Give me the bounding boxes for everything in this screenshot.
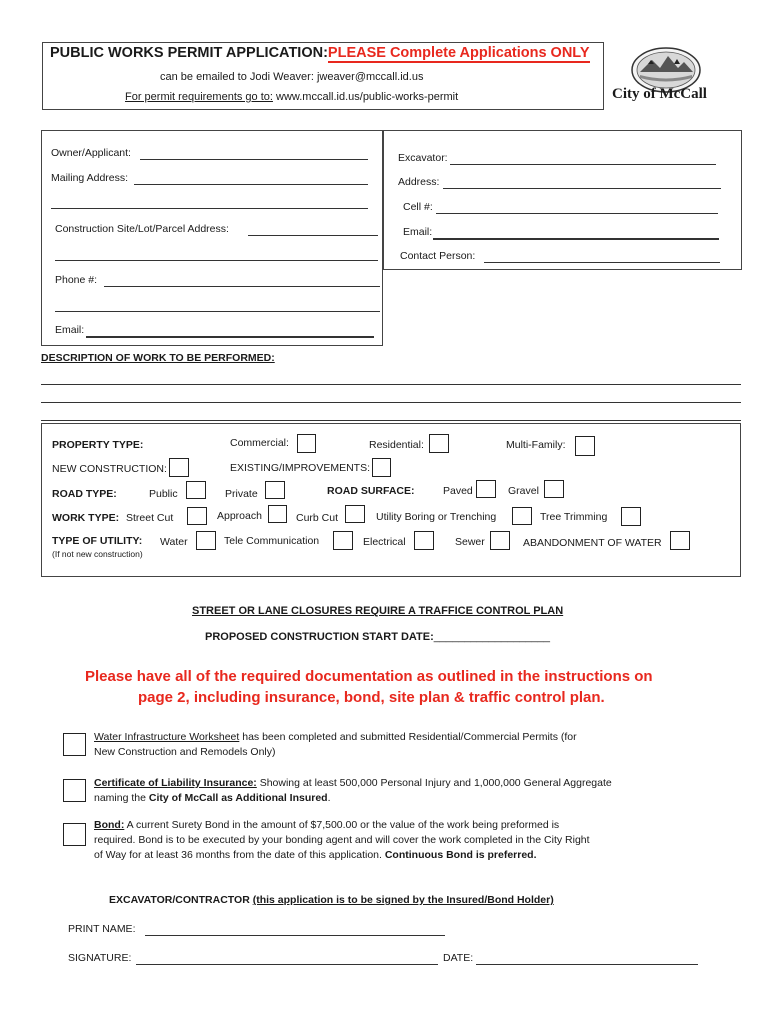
owner-applicant-label: Owner/Applicant: xyxy=(51,147,131,159)
electrical-label: Electrical xyxy=(363,536,406,548)
commercial-label: Commercial: xyxy=(230,437,289,449)
start-date-row xyxy=(205,631,550,643)
bond-text-3a: of Way for at least 36 months from the date of this application. xyxy=(94,849,385,861)
electrical-checkbox[interactable] xyxy=(414,531,434,550)
requirements-url[interactable]: www.mccall.id.us/public-works-permit xyxy=(276,91,459,103)
existing-improvements-label: EXISTING/IMPROVEMENTS: xyxy=(230,462,371,474)
construction-site-label: Construction Site/Lot/Parcel Address: xyxy=(55,223,229,235)
gravel-label: Gravel xyxy=(508,485,539,497)
tele-communication-label: Tele Communication xyxy=(224,535,320,547)
commercial-checkbox[interactable] xyxy=(297,434,316,453)
excavator-address-field[interactable] xyxy=(443,176,721,189)
street-cut-checkbox[interactable] xyxy=(187,507,207,525)
excavator-contractor-heading xyxy=(109,894,554,906)
owner-applicant-field[interactable] xyxy=(140,147,368,160)
traffic-control-note: STREET OR LANE CLOSURES REQUIRE A TRAFFICE CONTROL PLAN xyxy=(192,605,564,617)
sewer-checkbox[interactable] xyxy=(490,531,510,550)
bond-text-2: required. Bond is to be executed by your bonding agent and will cover the work completed in the City Right xyxy=(94,834,590,846)
phone-field-2[interactable] xyxy=(55,299,380,312)
not-new-construction-note: (If not new construction) xyxy=(52,549,143,559)
requirements-line xyxy=(125,91,458,103)
excavator-contractor-note: (this application is to be signed by the Insured/Bond Holder) xyxy=(252,894,554,906)
requirements-label: For permit requirements go to: xyxy=(125,91,273,103)
excavator-field[interactable] xyxy=(450,152,716,165)
owner-email-field[interactable] xyxy=(86,324,374,338)
mailing-address-field-2[interactable] xyxy=(51,196,368,209)
water-worksheet-checkbox[interactable] xyxy=(63,733,86,756)
water-worksheet-item xyxy=(94,730,714,760)
road-type-label: ROAD TYPE: xyxy=(52,488,117,500)
contact-person-label: Contact Person: xyxy=(400,250,476,262)
new-construction-checkbox[interactable] xyxy=(169,458,189,477)
excavator-box xyxy=(383,130,742,270)
insurance-checkbox[interactable] xyxy=(63,779,86,802)
approach-checkbox[interactable] xyxy=(268,505,287,523)
insurance-text-1: Showing at least 500,000 Personal Injury and 1,000,000 General Aggregate xyxy=(256,777,612,789)
signature-field[interactable] xyxy=(136,952,438,965)
multifamily-checkbox[interactable] xyxy=(575,436,595,456)
mailing-address-label: Mailing Address: xyxy=(51,172,129,184)
form-title xyxy=(50,45,590,61)
tele-communication-checkbox[interactable] xyxy=(333,531,353,550)
curb-cut-label: Curb Cut xyxy=(296,512,339,524)
water-label: Water xyxy=(160,536,188,548)
water-checkbox[interactable] xyxy=(196,531,216,550)
cell-label: Cell #: xyxy=(403,201,433,213)
tree-trimming-checkbox[interactable] xyxy=(621,507,641,526)
sewer-label: Sewer xyxy=(455,536,485,548)
multifamily-label: Multi-Family: xyxy=(506,439,566,451)
paved-label: Paved xyxy=(443,485,473,497)
form-title-text: PUBLIC WORKS PERMIT APPLICATION: xyxy=(50,45,328,61)
bond-checkbox[interactable] xyxy=(63,823,86,846)
bond-text-1: A current Surety Bond in the amount of $7,500.00 or the value of the work being preformed is xyxy=(124,819,560,831)
abandonment-checkbox[interactable] xyxy=(670,531,690,550)
gravel-checkbox[interactable] xyxy=(544,480,564,498)
start-date-field[interactable]: ___________________ xyxy=(433,631,551,643)
documentation-notice-line2: page 2, including insurance, bond, site plan & traffic control plan. xyxy=(138,689,605,706)
description-line-3[interactable] xyxy=(41,420,741,421)
excavator-label: Excavator: xyxy=(398,152,448,164)
tree-trimming-label: Tree Trimming xyxy=(540,511,608,523)
signature-label: SIGNATURE: xyxy=(68,952,132,964)
new-construction-label: NEW CONSTRUCTION: xyxy=(52,463,167,475)
documentation-notice-line1: Please have all of the required documentation as outlined in the instructions on xyxy=(85,668,653,685)
logo-text: City of McCall xyxy=(612,86,707,102)
utility-boring-checkbox[interactable] xyxy=(512,507,532,525)
construction-site-field[interactable] xyxy=(248,223,378,236)
utility-boring-label: Utility Boring or Trenching xyxy=(376,511,497,523)
existing-improvements-checkbox[interactable] xyxy=(372,458,391,477)
street-cut-label: Street Cut xyxy=(126,512,174,524)
description-line-2[interactable] xyxy=(41,402,741,403)
phone-label: Phone #: xyxy=(55,274,98,286)
curb-cut-checkbox[interactable] xyxy=(345,505,365,523)
insurance-title: Certificate of Liability Insurance: xyxy=(94,777,257,789)
water-worksheet-text-1: has been completed and submitted Residential/Commercial Permits (for xyxy=(239,731,577,743)
construction-site-field-2[interactable] xyxy=(55,248,378,261)
property-type-label: PROPERTY TYPE: xyxy=(52,439,144,451)
city-logo xyxy=(604,42,728,110)
excavator-email-label: Email: xyxy=(403,226,433,238)
bond-title: Bond: xyxy=(94,819,125,831)
public-label: Public xyxy=(149,488,178,500)
print-name-field[interactable] xyxy=(145,923,445,936)
excavator-contractor-label: EXCAVATOR/CONTRACTOR xyxy=(109,894,253,906)
form-title-note: PLEASE Complete Applications ONLY xyxy=(327,45,590,61)
phone-field[interactable] xyxy=(104,274,380,287)
bond-item xyxy=(94,818,714,863)
residential-checkbox[interactable] xyxy=(429,434,449,453)
date-field[interactable] xyxy=(476,952,698,965)
email-instruction: can be emailed to Jodi Weaver: jweaver@mccall.id.us xyxy=(160,71,424,83)
residential-label: Residential: xyxy=(369,439,424,451)
road-surface-label: ROAD SURFACE: xyxy=(327,485,415,497)
excavator-address-label: Address: xyxy=(398,176,440,188)
cell-field[interactable] xyxy=(436,201,718,214)
insurance-item xyxy=(94,776,714,806)
mailing-address-field[interactable] xyxy=(134,172,368,185)
private-label: Private xyxy=(225,488,258,500)
owner-email-label: Email: xyxy=(55,324,85,336)
private-checkbox[interactable] xyxy=(265,481,285,499)
water-worksheet-title: Water Infrastructure Worksheet xyxy=(94,731,240,743)
type-of-utility-label: TYPE OF UTILITY: xyxy=(52,535,143,547)
insurance-text-2c: . xyxy=(327,792,331,804)
owner-box xyxy=(41,130,383,346)
abandonment-label: ABANDONMENT OF WATER xyxy=(523,537,662,549)
public-checkbox[interactable] xyxy=(186,481,206,499)
insurance-text-2b: City of McCall as Additional Insured xyxy=(148,792,328,804)
paved-checkbox[interactable] xyxy=(476,480,496,498)
contact-person-field[interactable] xyxy=(484,250,720,263)
approach-label: Approach xyxy=(217,510,262,522)
start-date-label: PROPOSED CONSTRUCTION START DATE: xyxy=(205,631,434,643)
insurance-text-2a: naming the xyxy=(94,792,149,804)
water-worksheet-text-2: New Construction and Remodels Only) xyxy=(94,746,276,758)
excavator-email-field[interactable] xyxy=(433,226,719,240)
description-heading: DESCRIPTION OF WORK TO BE PERFORMED: xyxy=(41,352,275,364)
work-type-label: WORK TYPE: xyxy=(52,512,120,524)
date-label: DATE: xyxy=(443,952,474,964)
bond-text-3b: Continuous Bond is preferred. xyxy=(384,849,537,861)
print-name-label: PRINT NAME: xyxy=(68,923,136,935)
description-line-1[interactable] xyxy=(41,384,741,385)
